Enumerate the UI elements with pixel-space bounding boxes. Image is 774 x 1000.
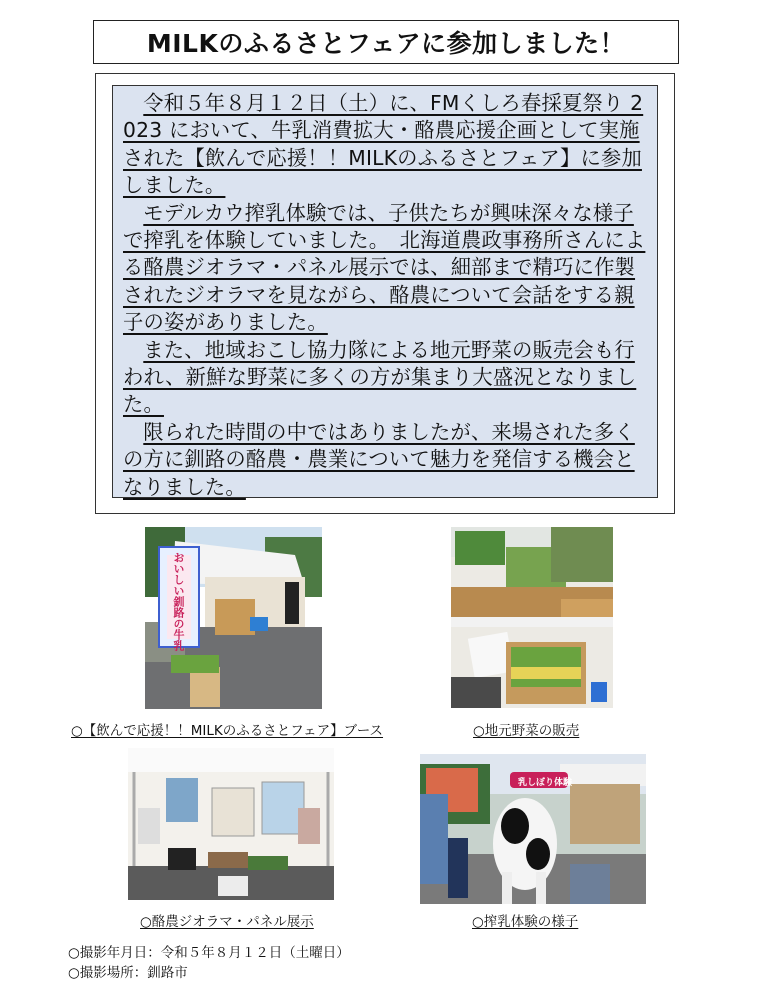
caption-diorama: ○酪農ジオラマ・パネル展示 bbox=[140, 914, 314, 930]
caption-booth: ○【飲んで応援！！MILKのふるさとフェア】ブース bbox=[71, 723, 384, 739]
diorama-photo bbox=[128, 748, 334, 900]
paragraph-1: 令和５年８月１２日（土）に、FMくしろ春採夏祭り 2023 において、牛乳消費拡大・酪農応援企画として実施された【飲んで応援！！MILKのふるさとフェア】に参加しました。 bbox=[123, 91, 644, 198]
milking-sign-text: 乳しぼり体験 bbox=[517, 778, 572, 788]
caption-vegetables: ○地元野菜の販売 bbox=[473, 723, 580, 739]
paragraph-3: また、地域おこし協力隊による地元野菜の販売会も行われ、新鮮な野菜に多くの方が集まり大盛況となりました。 bbox=[123, 337, 637, 417]
paragraph-4: 限られた時間の中ではありましたが、来場された多くの方に釧路の酪農・農業について魅力を発信する機会となりました。 bbox=[123, 419, 635, 499]
vegetables-photo bbox=[451, 527, 613, 708]
booth-banner-text: おいしい釧路の牛乳 bbox=[172, 552, 185, 651]
photo-place: ○撮影場所：釧路市 bbox=[68, 965, 188, 981]
paragraph-2: モデルカウ搾乳体験では、子供たちが興味深々な様子で搾乳を体験していました。 北海道農政事務所さんによる酪農ジオラマ・パネル展示では、細部まで精巧に作製されたジオラマを見ながら、酪農について会話をする親子の姿がありました。 bbox=[123, 200, 646, 335]
page-title: MILKのふるさとフェアに参加しました！ bbox=[93, 20, 679, 64]
article-body bbox=[112, 85, 658, 498]
photo-date: ○撮影年月日：令和５年８月１２日（土曜日） bbox=[68, 945, 350, 961]
caption-milking: ○搾乳体験の様子 bbox=[472, 914, 579, 930]
